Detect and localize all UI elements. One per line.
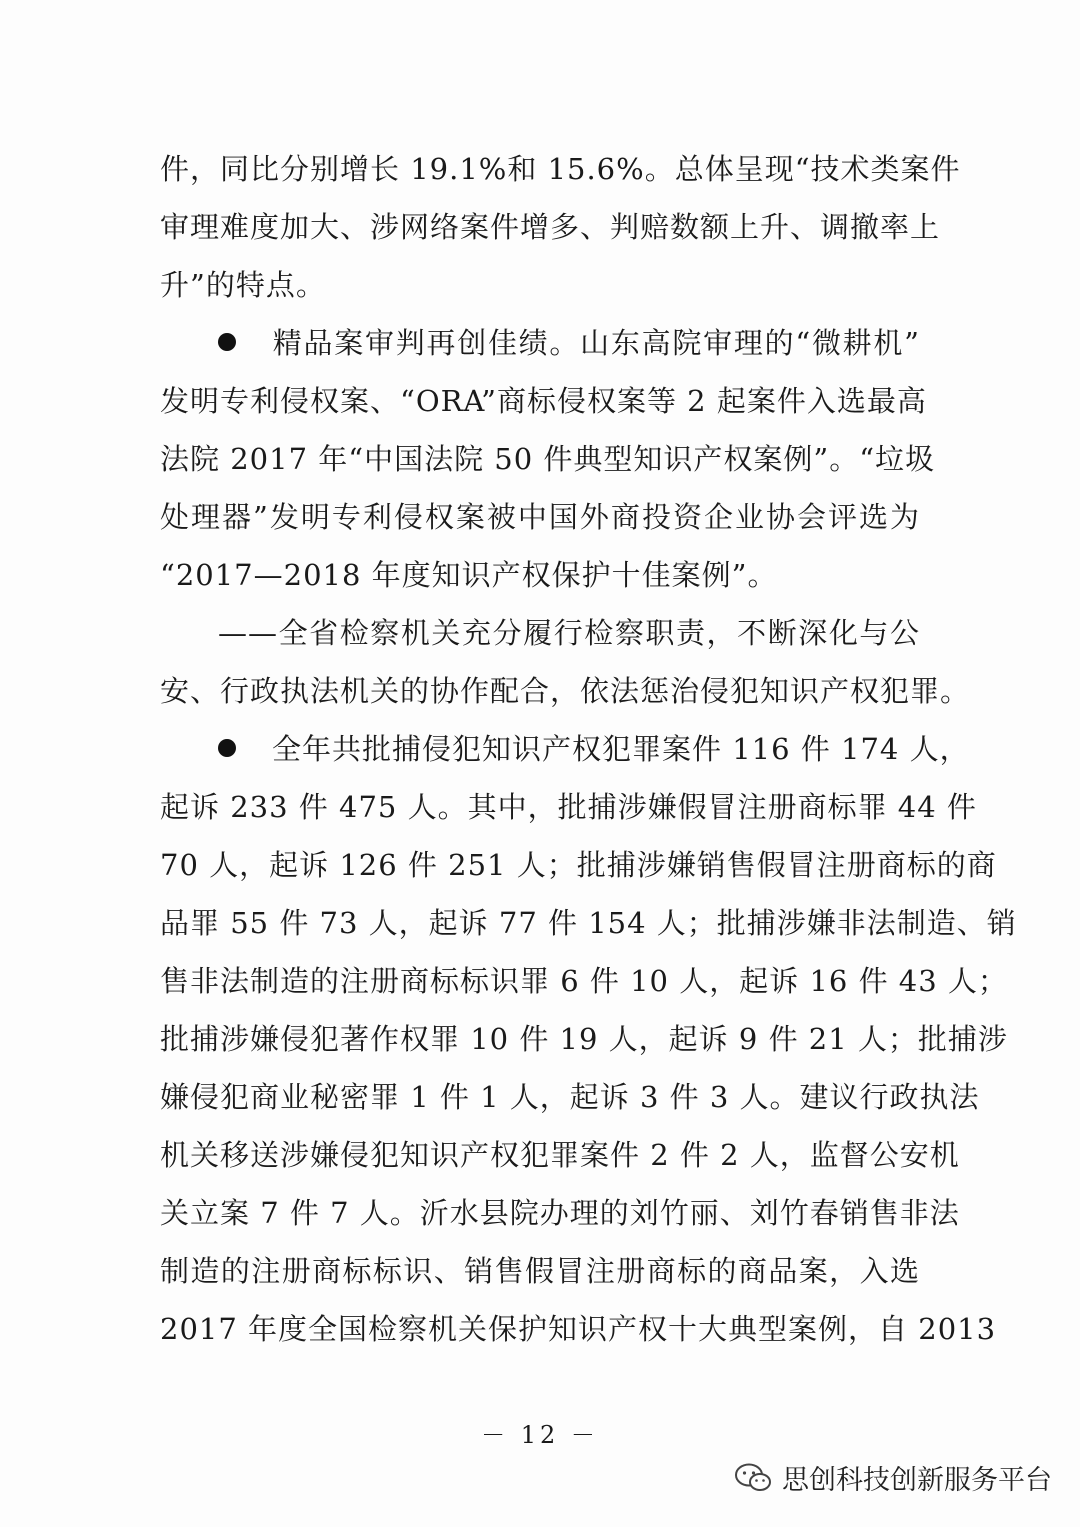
text-line: 法院 2017 年“中国法院 50 件典型知识产权案例”。“垃圾 — [160, 442, 936, 476]
text-line: 发明专利侵权案、“ORA”商标侵权案等 2 起案件入选最高 — [160, 384, 927, 418]
text-line: 升”的特点。 — [160, 268, 326, 302]
text-line: 处理器”发明专利侵权案被中国外商投资企业协会评选为 — [160, 500, 920, 534]
text-span: 精品案审判再创佳绩。山东高院审理的“微耕机” — [272, 326, 920, 360]
document-body — [160, 140, 1017, 1358]
text-line: 嫌侵犯商业秘密罪 1 件 1 人，起诉 3 件 3 人。建议行政执法 — [160, 1080, 980, 1114]
page-number: － 12 － — [481, 1421, 599, 1449]
text-line-bulleted — [160, 314, 920, 372]
text-line: 件，同比分别增长 19.1%和 15.6%。总体呈现“技术类案件 — [160, 152, 961, 186]
text-line: 售非法制造的注册商标标识罪 6 件 10 人，起诉 16 件 43 人； — [160, 964, 1008, 998]
text-line: 关立案 7 件 7 人。沂水县院办理的刘竹丽、刘竹春销售非法 — [160, 1196, 960, 1230]
text-line: 70 人，起诉 126 件 251 人；批捕涉嫌销售假冒注册商标的商 — [160, 848, 997, 882]
text-span: 全年共批捕侵犯知识产权犯罪案件 116 件 174 人， — [272, 732, 970, 766]
text-line: 审理难度加大、涉网络案件增多、判赔数额上升、调撤率上 — [160, 210, 941, 244]
wechat-icon — [734, 1462, 772, 1494]
watermark — [734, 1458, 1052, 1497]
bullet-icon — [218, 333, 236, 351]
bullet-icon — [218, 739, 236, 757]
paragraph-4 — [160, 720, 1017, 1358]
text-line: ——全省检察机关充分履行检察职责，不断深化与公 — [218, 616, 920, 650]
text-line: 制造的注册商标标识、销售假冒注册商标的商品案，入选 — [160, 1254, 920, 1288]
text-line: 机关移送涉嫌侵犯知识产权犯罪案件 2 件 2 人，监督公安机 — [160, 1138, 960, 1172]
text-line: 2017 年度全国检察机关保护知识产权十大典型案例，自 2013 — [160, 1312, 997, 1346]
paragraph-1 — [160, 140, 961, 314]
text-line: 品罪 55 件 73 人，起诉 77 件 154 人；批捕涉嫌非法制造、销 — [160, 906, 1017, 940]
paragraph-2 — [160, 314, 936, 604]
watermark-text: 思创科技创新服务平台 — [782, 1465, 1052, 1496]
text-line: “2017—2018 年度知识产权保护十佳案例”。 — [160, 558, 778, 592]
text-line: 起诉 233 件 475 人。其中，批捕涉嫌假冒注册商标罪 44 件 — [160, 790, 977, 824]
paragraph-3 — [160, 604, 971, 720]
text-line: 安、行政执法机关的协作配合，依法惩治侵犯知识产权犯罪。 — [160, 674, 971, 708]
text-line: 批捕涉嫌侵犯著作权罪 10 件 19 人，起诉 9 件 21 人；批捕涉 — [160, 1022, 1008, 1056]
text-line-bulleted — [160, 720, 970, 778]
